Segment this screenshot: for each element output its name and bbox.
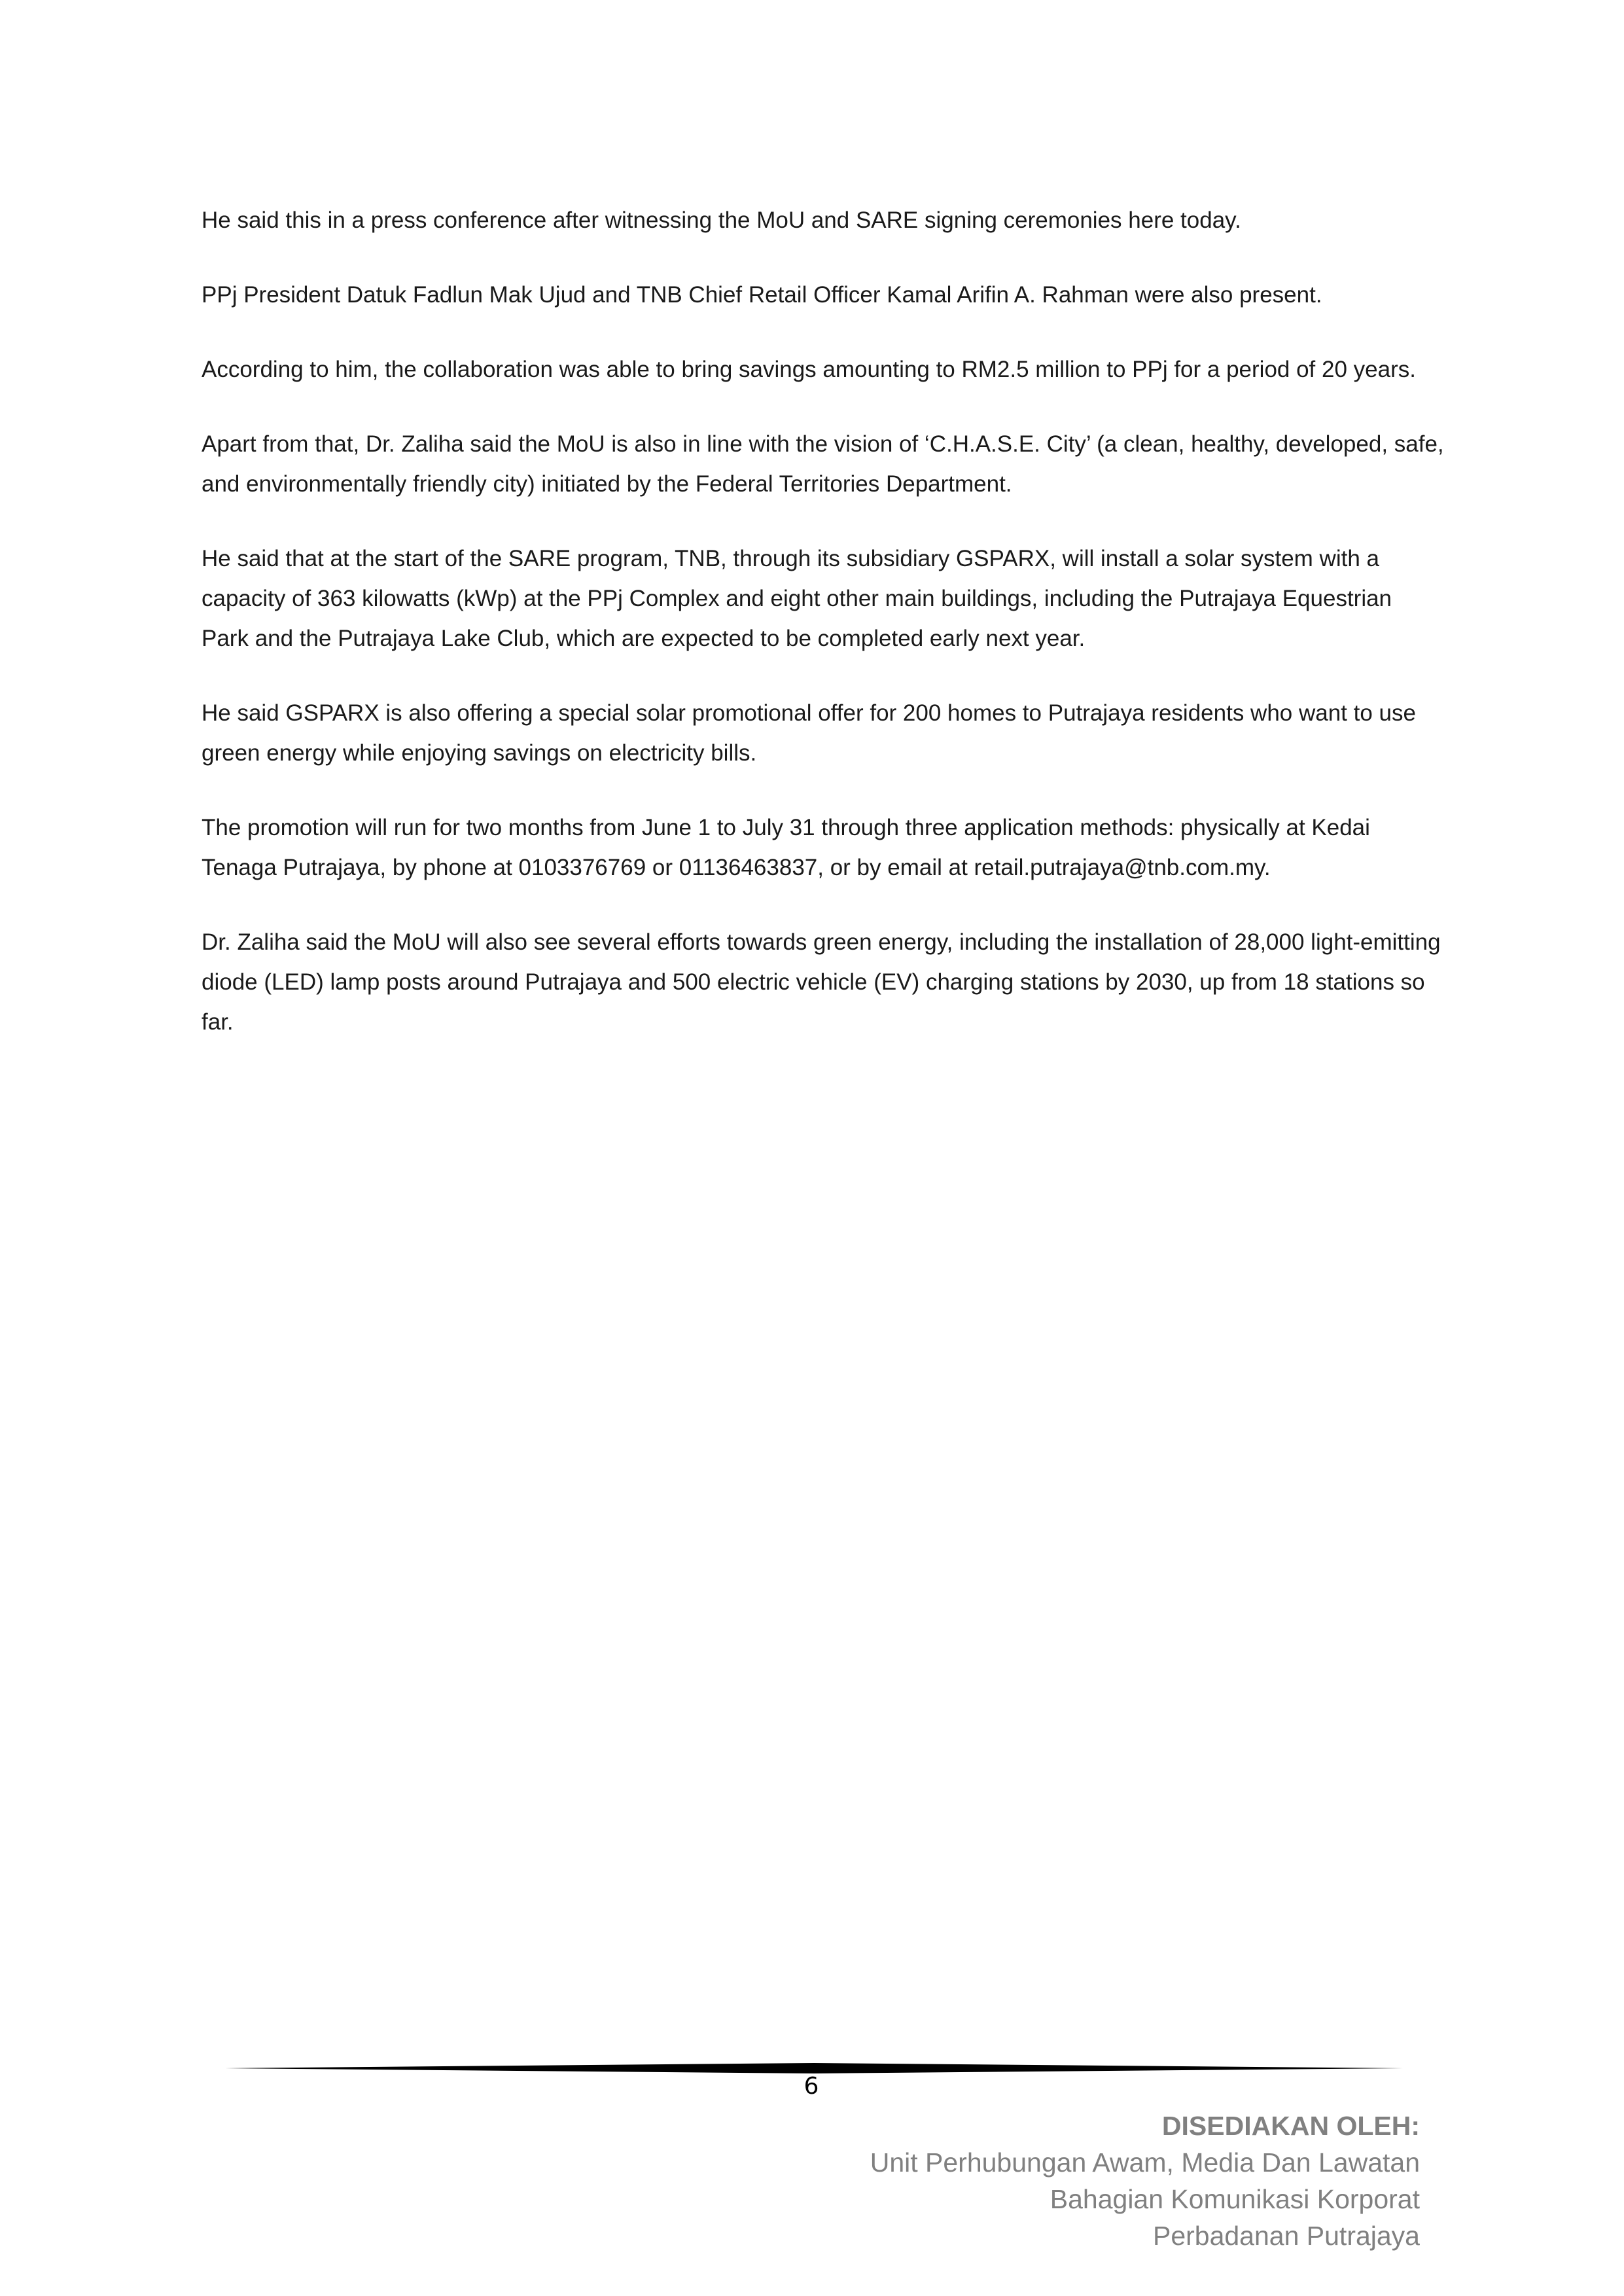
paragraph-1: He said this in a press conference after witnessing the MoU and SARE signing ceremonies here today. [202, 207, 1241, 233]
prepared-by-block [870, 2108, 1420, 2254]
paragraph-5: He said that at the start of the SARE program, TNB, through its subsidiary GSPARX, will install a solar system with a capacity of 363 kilowatts (kWp) at the PPj Complex and eight other main buildings, including the Putrajaya Equestrian Park and the Putrajaya Lake Club, which are expected to be completed early next year. [202, 546, 1392, 651]
paragraph-2: PPj President Datuk Fadlun Mak Ujud and TNB Chief Retail Officer Kamal Arifin A. Rahman were also present. [202, 282, 1322, 308]
prepared-by-unit: Unit Perhubungan Awam, Media Dan Lawatan [870, 2147, 1420, 2178]
article-body [202, 200, 1445, 1077]
prepared-by-label: DISEDIAKAN OLEH: [1161, 2111, 1420, 2141]
prepared-by-organization: Perbadanan Putrajaya [1152, 2221, 1420, 2251]
paragraph-4: Apart from that, Dr. Zaliha said the MoU is also in line with the vision of ‘C.H.A.S.E. City’ (a clean, healthy, developed, safe, and environmentally friendly city) initiated by the Federal Territories Department. [202, 431, 1444, 497]
prepared-by-division: Bahagian Komunikasi Korporat [1050, 2184, 1420, 2214]
paragraph-8: Dr. Zaliha said the MoU will also see several efforts towards green energy, including the installation of 28,000 light-emitting diode (LED) lamp posts around Putrajaya and 500 electric vehicle (EV) charging stations by 2030, up from 18 stations so far. [202, 929, 1441, 1035]
paragraph-7: The promotion will run for two months from June 1 to July 31 through three application methods: physically at Kedai Tenaga Putrajaya, by phone at 0103376769 or 01136463837, or by email at retail.putrajaya@tnb.com.my. [202, 815, 1370, 880]
page-number: 6 [803, 2073, 819, 2100]
paragraph-6: He said GSPARX is also offering a special solar promotional offer for 200 homes to Putrajaya residents who want to use green energy while enjoying savings on electricity bills. [202, 700, 1416, 766]
paragraph-3: According to him, the collaboration was able to bring savings amounting to RM2.5 million to PPj for a period of 20 years. [202, 357, 1416, 382]
